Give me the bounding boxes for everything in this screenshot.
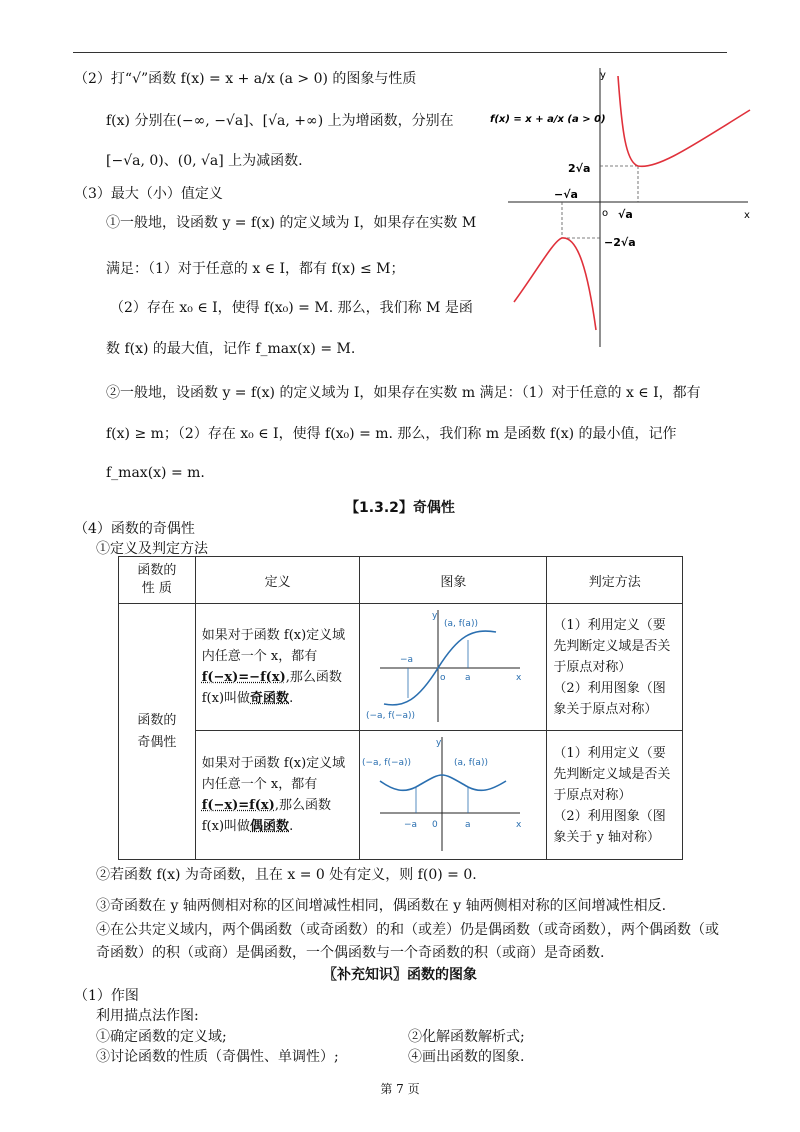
hook-function-graph <box>488 62 768 352</box>
label-neg-2sqrt-a: −2√a <box>604 236 636 249</box>
section-2-line2: [−√a, 0)、(0, √a] 上为减函数. <box>106 153 303 169</box>
max-def-line3: （2）存在 x₀ ∈ I，使得 f(x₀) = M. 那么，我们称 M 是函 <box>110 300 473 316</box>
label-neg-sqrt-a: −√a <box>554 188 578 201</box>
label-sqrt-a: √a <box>618 208 633 221</box>
even-y-label: y <box>436 738 442 748</box>
odd-def-pre: 如果对于函数 f(x)定义域内任意一个 x，都有 <box>201 628 346 664</box>
odd-tick-a: a <box>465 673 471 683</box>
parity-subtitle: ①定义及判定方法 <box>96 541 208 557</box>
odd-definition: 如果对于函数 f(x)定义域内任意一个 x，都有 f(−x)=−f(x),那么函数 f(x)叫做奇函数. <box>195 604 360 731</box>
hook-formula: f(x) = x + a/x (a > 0) <box>490 114 606 125</box>
y-axis-label: y <box>600 70 606 81</box>
section-2-line1: f(x) 分别在(−∞, −√a]、[√a, +∞) 上为增函数，分别在 <box>106 113 454 129</box>
even-def-pre: 如果对于函数 f(x)定义域内任意一个 x，都有 <box>201 756 346 792</box>
odd-method-1: （1）利用定义（要先判断定义域是否关于原点对称） <box>553 617 671 675</box>
odd-tick-neg-a: −a <box>400 655 414 665</box>
header-graph: 图象 <box>360 557 547 604</box>
odd-point-neg-a: (−a, f(−a)) <box>366 711 416 721</box>
step-2: ②化解函数解析式; <box>408 1029 525 1045</box>
even-origin: 0 <box>432 820 439 830</box>
table-header-row <box>119 557 683 604</box>
section-2-title: （2）打“√”函数 f(x) = x + a/x (a > 0) 的图象与性质 <box>74 71 417 87</box>
header-rule <box>73 52 727 53</box>
supplement-intro: 利用描点法作图: <box>96 1008 199 1024</box>
max-def-line1: ①一般地，设函数 y = f(x) 的定义域为 I，如果存在实数 M <box>106 215 477 231</box>
note-4-line2: 奇函数）的积（或商）是偶函数，一个偶函数与一个奇函数的积（或商）是奇函数. <box>96 945 605 961</box>
odd-def-equation: f(−x)=−f(x) <box>201 670 286 685</box>
odd-def-term: 奇函数 <box>250 691 290 706</box>
table-row-odd <box>119 604 683 731</box>
row-label-parity: 函数的 奇偶性 <box>119 604 196 860</box>
even-x-label: x <box>516 820 522 830</box>
min-def-line3: f_max(x) = m. <box>106 465 205 481</box>
label-origin: o <box>602 208 609 219</box>
note-4-line1: ④在公共定义域内，两个偶函数（或奇函数）的和（或差）仍是偶函数（或奇函数），两个偶函数（或 <box>96 922 719 938</box>
max-def-line4: 数 f(x) 的最大值，记作 f_max(x) = M. <box>106 341 356 357</box>
even-def-mid: ,那么函数 f(x)叫做 <box>201 798 331 834</box>
header-definition: 定义 <box>195 557 360 604</box>
even-function-graph <box>360 731 545 855</box>
supplement-heading: 〖补充知识〗函数的图象 <box>323 967 477 983</box>
min-def-line2: f(x) ≥ m；（2）存在 x₀ ∈ I，使得 f(x₀) = m. 那么，我们称 m 是函数 f(x) 的最小值，记作 <box>106 426 677 442</box>
odd-def-mid: ,那么函数 f(x)叫做 <box>201 670 342 706</box>
odd-method-2: （2）利用图象（图象关于原点对称） <box>553 680 666 717</box>
page-number: 第 7 页 <box>380 1082 420 1096</box>
even-method-1: （1）利用定义（要先判断定义域是否关于原点对称） <box>553 745 671 803</box>
parity-table <box>118 556 683 860</box>
hook-curve-right <box>618 76 750 166</box>
odd-origin: o <box>440 673 446 683</box>
even-method-2: （2）利用图象（图象关于 y 轴对称） <box>553 808 666 845</box>
supplement-s1: （1）作图 <box>74 988 139 1004</box>
section-3-title: （3）最大（小）值定义 <box>74 186 223 202</box>
table-row-even <box>119 731 683 860</box>
even-tick-a: a <box>465 820 471 830</box>
note-2: ②若函数 f(x) 为奇函数，且在 x = 0 处有定义，则 f(0) = 0. <box>96 867 477 883</box>
parity-title: （4）函数的奇偶性 <box>74 521 195 537</box>
note-3: ③奇函数在 y 轴两侧相对称的区间增减性相同，偶函数在 y 轴两侧相对称的区间增减性相反. <box>96 898 667 914</box>
even-def-term: 偶函数 <box>250 819 290 834</box>
header-property: 函数的 性 质 <box>119 557 196 604</box>
even-point-neg-a: (−a, f(−a)) <box>362 758 412 768</box>
x-axis-label: x <box>744 210 750 221</box>
even-def-equation: f(−x)=f(x) <box>201 798 275 813</box>
max-def-line2: 满足：（1）对于任意的 x ∈ I，都有 f(x) ≤ M； <box>106 261 405 277</box>
odd-function-graph <box>360 604 545 726</box>
header-method: 判定方法 <box>547 557 683 604</box>
odd-point-a: (a, f(a)) <box>444 619 479 629</box>
even-method <box>547 731 683 860</box>
hook-curve-left <box>514 238 596 330</box>
section-132-heading: 【1.3.2】奇偶性 <box>345 500 455 516</box>
odd-x-label: x <box>516 673 522 683</box>
step-3: ③讨论函数的性质（奇偶性、单调性）; <box>96 1049 339 1065</box>
min-def-line1: ②一般地，设函数 y = f(x) 的定义域为 I，如果存在实数 m 满足：（1）对于任意的 x ∈ I，都有 <box>106 385 701 401</box>
step-1: ①确定函数的定义域; <box>96 1029 227 1045</box>
odd-graph-cell <box>360 604 547 731</box>
even-curve <box>380 775 506 790</box>
label-2sqrt-a: 2√a <box>568 162 591 175</box>
even-definition: 如果对于函数 f(x)定义域内任意一个 x，都有 f(−x)=f(x),那么函数 f(x)叫做偶函数. <box>195 731 360 860</box>
step-4: ④画出函数的图象. <box>408 1049 525 1065</box>
even-tick-neg-a: −a <box>404 820 418 830</box>
odd-method <box>547 604 683 731</box>
even-graph-cell <box>360 731 547 860</box>
odd-y-label: y <box>432 611 438 621</box>
even-point-a: (a, f(a)) <box>454 758 489 768</box>
